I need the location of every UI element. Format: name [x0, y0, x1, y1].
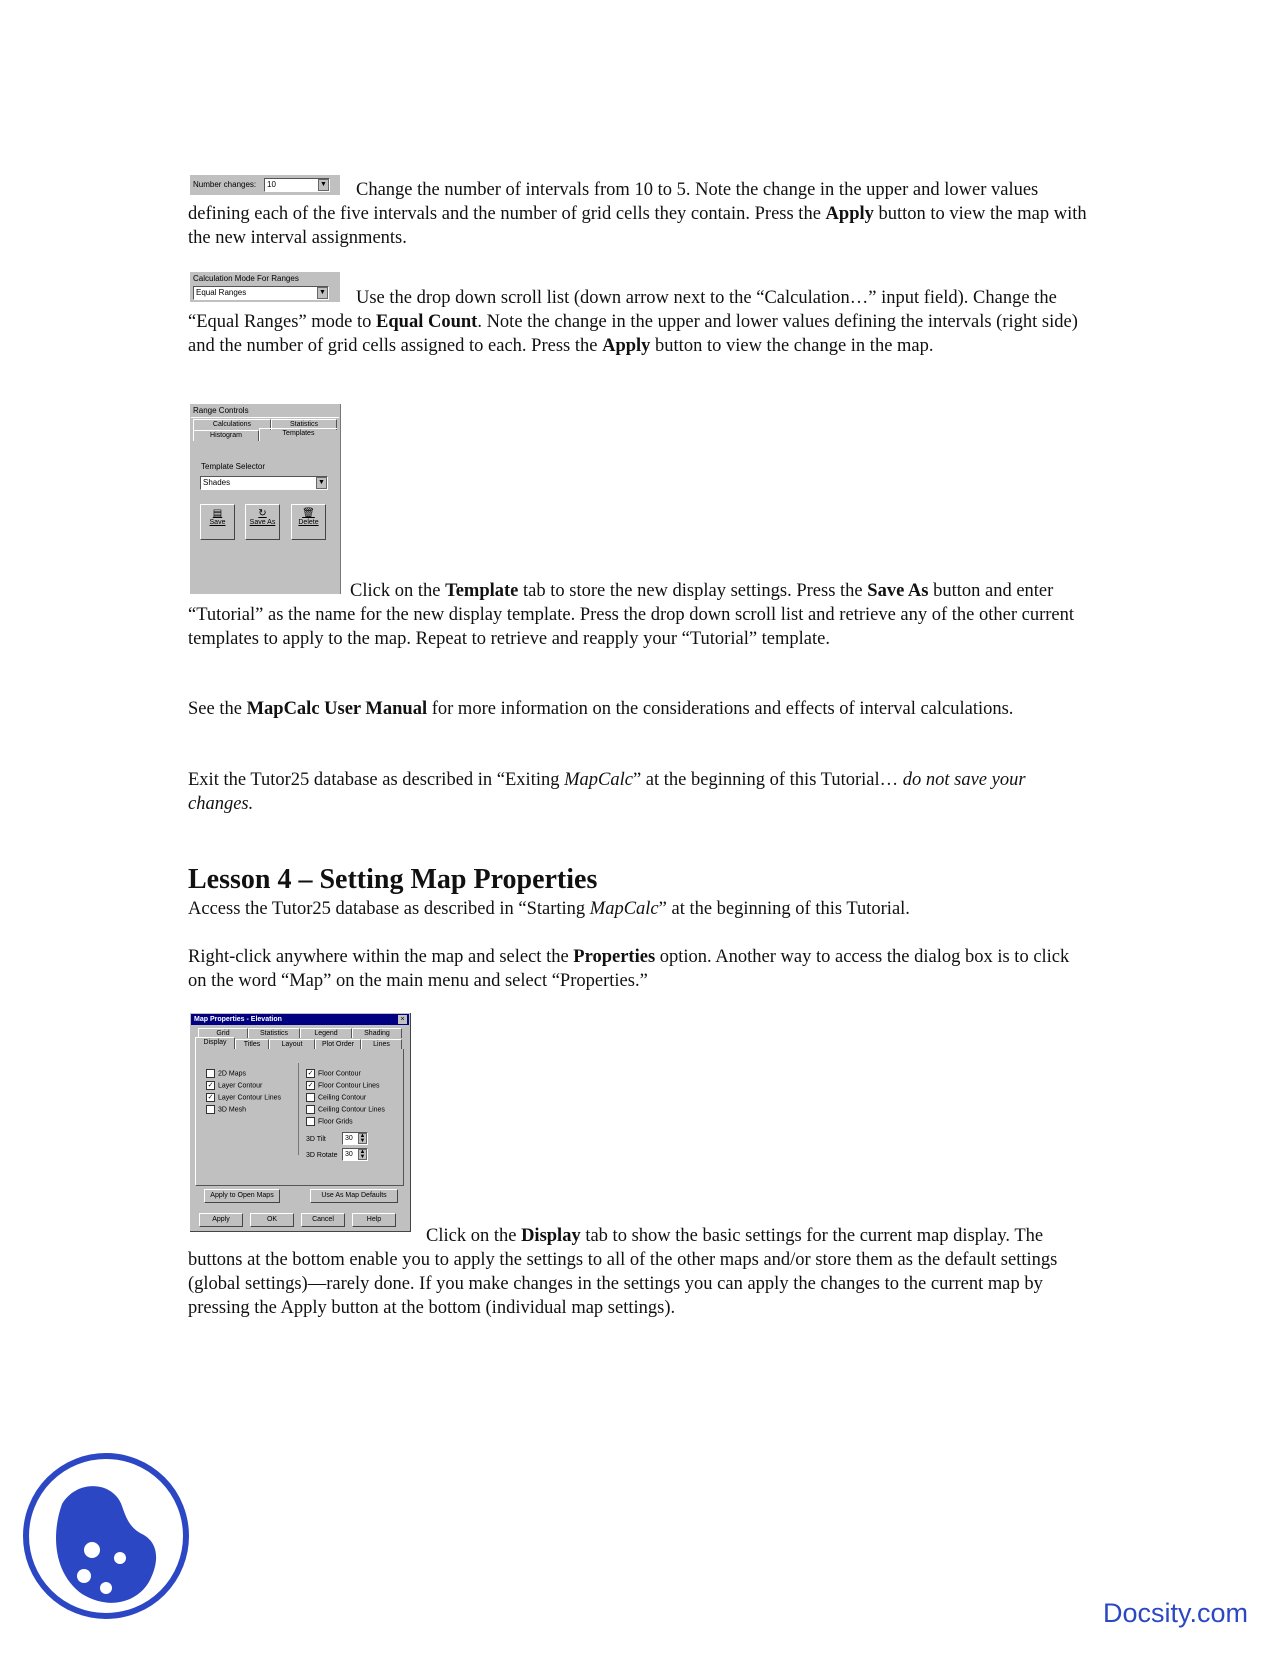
save-as-button[interactable]: ↻ Save As — [245, 504, 280, 540]
tab-histogram[interactable]: Histogram — [193, 430, 259, 441]
check-floor-contour-lines[interactable]: ✓ Floor Contour Lines — [307, 1082, 380, 1090]
use-defaults-button[interactable]: Use As Map Defaults — [310, 1189, 398, 1203]
save-as-icon: ↻ — [258, 508, 267, 519]
tab-calculations[interactable]: Calculations — [193, 419, 271, 430]
check-3d-mesh[interactable]: 3D Mesh — [206, 1105, 246, 1114]
docsity-brand-link[interactable]: Docsity.com — [1103, 1598, 1249, 1628]
apply-open-maps-button[interactable]: Apply to Open Maps — [204, 1189, 280, 1203]
checkbox-icon — [306, 1093, 315, 1102]
checkbox-icon — [306, 1105, 315, 1114]
tilt-label: 3D Tilt — [306, 1136, 326, 1143]
cancel-button[interactable]: Cancel — [301, 1213, 345, 1227]
chevron-down-icon[interactable]: ▼ — [316, 477, 327, 489]
checkmark-icon: ✓ — [207, 1082, 214, 1089]
checkbox-icon — [206, 1105, 215, 1114]
paragraph-access: Access the Tutor25 database as described in “Starting MapCalc” at the beginning of this Tutorial. — [188, 899, 910, 919]
paragraph-exit: Exit the Tutor25 database as described in “Exiting MapCalc” at the beginning of this Tutorial… do not save your changes. — [188, 770, 1026, 814]
tab-statistics[interactable]: Statistics — [271, 419, 337, 430]
close-icon[interactable]: × — [398, 1015, 407, 1024]
tab-lines[interactable]: Lines — [361, 1039, 402, 1049]
tilt-input[interactable]: 30 — [342, 1132, 368, 1145]
number-changes-value: 10 — [267, 180, 276, 189]
spinner-icon[interactable]: ▲ ▼ — [359, 1133, 366, 1144]
chevron-down-icon[interactable]: ▼ — [317, 287, 328, 299]
check-floor-contour[interactable]: ✓ Floor Contour — [307, 1070, 361, 1078]
spinner-icon[interactable]: ▲ ▼ — [359, 1149, 366, 1160]
check-2d-maps[interactable]: 2D Maps — [206, 1069, 246, 1078]
map-properties-dialog — [190, 1013, 411, 1232]
trash-icon: 🗑 — [302, 508, 315, 519]
checkbox-icon — [206, 1069, 215, 1078]
checkmark-icon: ✓ — [207, 1094, 214, 1101]
save-button[interactable]: ▤ Save — [200, 504, 235, 540]
paragraph-templates: Click on the Template tab to store the new display settings. Press the Save As button and enter “Tutorial” as the name for the new display template. Press the drop down scroll list and retrieve any of the other current templates to apply to the map. Repeat to retrieve and reapply your “Tutorial” template. — [188, 581, 1075, 649]
paragraph-calc-mode: Use the drop down scroll list (down arrow next to the “Calculation…” input field). Change the “Equal Ranges” mode to Equal Count. Note the change in the upper and lower values defining the intervals (right side) and the number of grid cells assigned to each. Press the Apply button to view the change in the map. — [188, 288, 1078, 356]
dialog-titlebar — [191, 1014, 409, 1025]
paragraph-right-click: Right-click anywhere within the map and select the Properties option. Another way to access the dialog box is to click on the word “Map” on the main menu and select “Properties.” — [188, 947, 1070, 991]
chevron-down-icon[interactable]: ▼ — [318, 179, 329, 191]
template-selector[interactable] — [200, 476, 328, 490]
tab-grid[interactable]: Grid — [198, 1028, 248, 1038]
tab-display[interactable]: Display — [195, 1037, 235, 1049]
calc-mode-label: Calculation Mode For Ranges — [193, 274, 299, 283]
tab-templates[interactable]: Templates — [259, 428, 337, 441]
docsity-logo-icon — [22, 1452, 190, 1620]
tab-statistics[interactable]: Statistics — [248, 1028, 300, 1038]
save-icon: ▤ — [212, 508, 223, 519]
checkmark-icon: ✓ — [307, 1082, 314, 1089]
check-ceiling-contour-lines[interactable]: Ceiling Contour Lines — [306, 1105, 385, 1114]
check-floor-grids[interactable]: Floor Grids — [306, 1117, 353, 1126]
tab-plot-order[interactable]: Plot Order — [315, 1039, 361, 1049]
checkmark-icon: ✓ — [307, 1070, 314, 1077]
delete-button[interactable]: 🗑 Delete — [291, 504, 326, 540]
check-ceiling-contour[interactable]: Ceiling Contour — [306, 1093, 366, 1102]
calc-mode-value: Equal Ranges — [196, 288, 247, 297]
tab-legend[interactable]: Legend — [300, 1028, 352, 1038]
checkbox-icon — [306, 1117, 315, 1126]
check-layer-contour[interactable]: ✓ Layer Contour — [207, 1082, 263, 1090]
template-selector-value: Shades — [203, 478, 231, 487]
help-button[interactable]: Help — [352, 1213, 396, 1227]
range-controls-panel — [190, 404, 341, 594]
divider — [298, 1063, 299, 1155]
check-layer-contour-lines[interactable]: ✓ Layer Contour Lines — [207, 1094, 282, 1102]
template-selector-label: Template Selector — [201, 462, 266, 471]
rotate-input[interactable]: 30 — [342, 1148, 368, 1161]
tab-shading[interactable]: Shading — [352, 1028, 402, 1038]
tab-titles[interactable]: Titles — [235, 1039, 269, 1049]
lesson-heading: Lesson 4 – Setting Map Properties — [188, 864, 598, 895]
apply-button[interactable]: Apply — [199, 1213, 243, 1227]
paragraph-number-changes: Change the number of intervals from 10 to 5. Note the change in the upper and lower values defining each of the five intervals and the number of grid cells they contain. Press the Apply button to view the map with the new interval assignments. — [188, 180, 1087, 248]
ok-button[interactable]: OK — [250, 1213, 294, 1227]
rotate-label: 3D Rotate — [306, 1152, 338, 1159]
paragraph-display: Click on the Display tab to show the basic settings for the current map display. The buttons at the bottom enable you to apply the settings to all of the other maps and/or store them as the default settings (global settings)—rarely done. If you make changes in the settings you can apply the changes to the current map by pressing the Apply button at the bottom (individual map settings). — [188, 1226, 1058, 1318]
divider — [191, 417, 339, 418]
dialog-title: Map Properties - Elevation — [194, 1016, 282, 1023]
paragraph-user-manual: See the MapCalc User Manual for more information on the considerations and effects of interval calculations. — [188, 699, 1014, 719]
number-changes-label: Number changes: — [193, 180, 257, 189]
tab-layout[interactable]: Layout — [269, 1039, 315, 1049]
range-controls-title: Range Controls — [193, 406, 249, 415]
